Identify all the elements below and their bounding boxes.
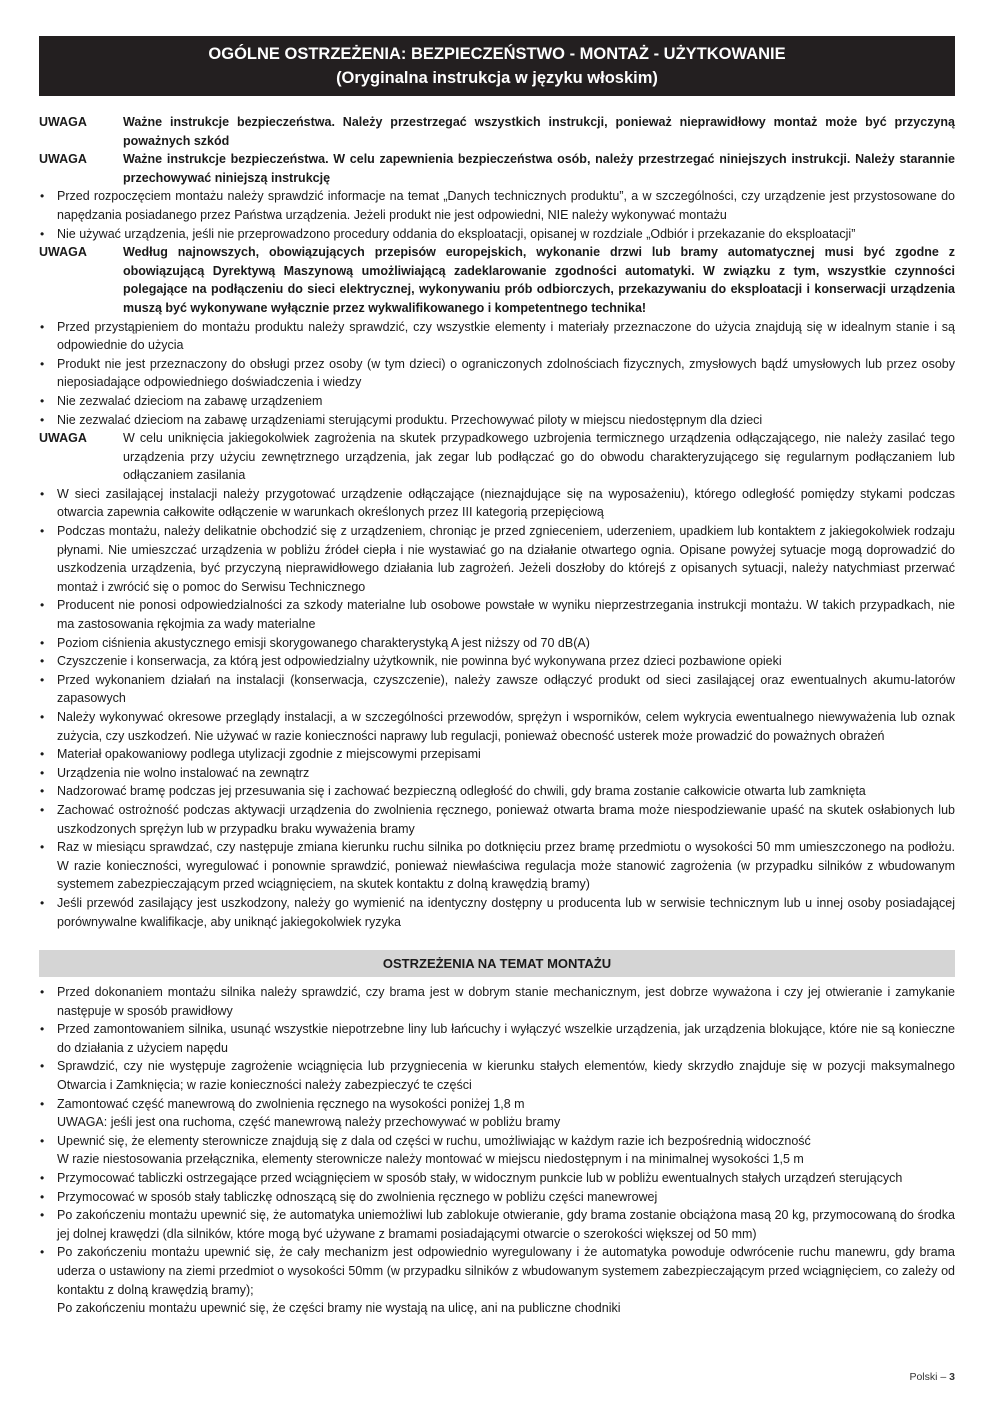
list-subitem [39, 1113, 955, 1132]
bullet-icon [39, 1150, 57, 1169]
list-item [39, 1132, 955, 1151]
bullet-icon: • [40, 840, 45, 855]
list-item [39, 1206, 955, 1243]
warning-text: Ważne instrukcje bezpieczeństwa. Należy przestrzegać wszystkich instrukcji, ponieważ nieprawidłowy montaż może być przyczyną poważnych szkód [123, 115, 955, 148]
list-item-text: W razie niestosowania przełącznika, elementy sterownicze należy montować w miejscu niedostępnym i na minimalnej wysokości 1,5 m [57, 1152, 804, 1167]
list-item-text: Nie używać urządzenia, jeśli nie przeprowadzono procedury oddania do eksploatacji, opisanej w rozdziale „Odbiór i przekazanie do eksploatacji” [57, 226, 856, 241]
list-item-text: Przed wykonaniem działań na instalacji (konserwacja, czyszczenie), należy zawsze odłączyć produkt od sieci zasilającej oraz ewentualnych akumu-latorów zapasowych [57, 672, 955, 706]
header-title: OGÓLNE OSTRZEŻENIA: BEZPIECZEŃSTWO - MONTAŻ - UŻYTKOWANIE [208, 45, 786, 63]
list-item [39, 708, 955, 745]
warning-item [39, 113, 955, 150]
bullet-icon: • [40, 1096, 45, 1111]
bullet-icon: • [40, 635, 45, 650]
list-item [39, 983, 955, 1020]
list-item [39, 1020, 955, 1057]
list-item-text: Materiał opakowaniowy podlega utylizacji zgodnie z miejscowymi przepisami [57, 747, 481, 762]
list-subitem [39, 1299, 955, 1318]
list-item-text: Raz w miesiącu sprawdzać, czy następuje zmiana kierunku ruchu silnika po dotknięciu przez bramę przedmiotu o wysokości 50 mm umieszczonego na podłożu. W razie konieczności, wyregulować i ponownie sprawdzić, ponieważ niewłaściwa regulacja może stanowić zagrożenia (w przypadku silników z wbudowanym systemem zabezpieczającym przed wciągnięciem, na skutek kontaktu z dolną krawędzią bramy) [57, 840, 955, 892]
list-item-text: Nadzorować bramę podczas jej przesuwania się i zachować bezpieczną odległość do chwili, gdy brama zostanie całkowicie otwarta lub zamknięta [57, 784, 866, 799]
bullet-icon: • [40, 524, 45, 539]
bullet-icon: • [40, 1059, 45, 1074]
list-item-text: Producent nie ponosi odpowiedzialności za szkody materialne lub osobowe powstałe w wyniku nieprzestrzegania instrukcji montażu. W takich przypadkach, nie ma zastosowania rękojmia za wady materialne [57, 598, 955, 632]
bullet-icon: • [40, 319, 45, 334]
list-item-text: UWAGA: jeśli jest ona ruchoma, część manewrową należy przechowywać w pobliżu bramy [57, 1115, 561, 1130]
list-item-text: Zamontować część manewrową do zwolnienia ręcznego na wysokości poniżej 1,8 m [57, 1096, 525, 1111]
list-item-text: Po zakończeniu montażu upewnić się, że automatyka uniemożliwi lub zablokuje otwieranie, gdy brama zostanie obciążona masą 20 kg, przymocowaną do środka jej dolnej krawędzi (dla silników, które mogą być używane z bramami posiadającymi otwarcie o szerokości większej od 50 mm) [57, 1208, 955, 1241]
list-item-text: Czyszczenie i konserwacja, za którą jest odpowiedzialny użytkownik, nie powinna być wykonywana przez dzieci pozbawione opieki [57, 654, 782, 669]
warning-text: W celu uniknięcia jakiegokolwiek zagrożenia na skutek przypadkowego uzbrojenia termicznego urządzenia odłączającego, nie należy zasilać tego urządzenia przy użyciu zewnętrznego urządzenia, jak zegar lub podłączać go do obwodu charakteryzującego się regularnym podłączaniem lub odłączaniem zasilania [123, 431, 955, 483]
bullet-icon: • [40, 1133, 45, 1148]
bullet-icon: • [40, 654, 45, 669]
bullet-icon: • [40, 747, 45, 762]
general-warnings-section [39, 113, 955, 931]
bullet-icon: • [40, 226, 45, 241]
list-item-text: Przed dokonaniem montażu silnika należy sprawdzić, czy brama jest w dobrym stanie mechanicznym, jest dobrze wyważona i czy jej otwieranie i zamykanie następuje w sposób prawidłowy [57, 985, 955, 1018]
list-item [39, 318, 955, 355]
warning-item [39, 243, 955, 317]
page-footer [909, 1371, 955, 1383]
list-item-text: Przed zamontowaniem silnika, usunąć wszystkie niepotrzebne liny lub łańcuchy i wyłączyć wszelkie urządzenia, jak urządzenia blokujące, które nie są konieczne do działania z użyciem napędu [57, 1022, 955, 1055]
list-item-text: Należy wykonywać okresowe przeglądy instalacji, a w szczególności przewodów, sprężyn i wsporników, celem wykrycia ewentualnego niewyważenia lub oznak zużycia, czy uszkodzeń. Nie używać w razie konieczności naprawy lub regulacji, ponieważ obecność usterek może prowadzić do poważnych obrażeń [57, 710, 955, 743]
list-item-text: Produkt nie jest przeznaczony do obsługi przez osoby (w tym dzieci) o ograniczonych zdolnościach fizycznych, zmysłowych bądź umysłowych lub przez osoby nieposiadające odpowiedniego doświadczenia i wiedzy [57, 356, 955, 390]
list-item [39, 1169, 955, 1188]
bullet-icon: • [40, 1208, 45, 1223]
list-item [39, 671, 955, 708]
list-item [39, 894, 955, 931]
page-number: 3 [949, 1371, 955, 1383]
installation-warnings-title: OSTRZEŻENIA NA TEMAT MONTAŻU [39, 950, 955, 977]
list-item [39, 225, 955, 244]
list-item [39, 392, 955, 411]
list-item-text: Poziom ciśnienia akustycznego emisji skorygowanego charakterystyką A jest niższy od 70 dB(A) [57, 635, 590, 650]
list-item-text: Po zakończeniu montażu upewnić się, że części bramy nie wystają na ulicę, ani na publiczne chodniki [57, 1301, 621, 1316]
list-item [39, 411, 955, 430]
list-item-text: Urządzenia nie wolno instalować na zewnątrz [57, 765, 310, 780]
list-item-text: Po zakończeniu montażu upewnić się, że cały mechanizm jest odpowiednio wyregulowany i że automatyka powoduje odwrócenie ruchu manewru, gdy brama uderza o ustawiony na ziemi przedmiot o wysokości 50mm (w przypadku silników z wbudowanym systemem zabezpieczającym przed wciągnięciem, co zależy od kontaktu z dolną krawędzią bramy); [57, 1245, 955, 1297]
list-item [39, 522, 955, 596]
bullet-icon: • [40, 765, 45, 780]
bullet-icon: • [40, 356, 45, 371]
bullet-icon [39, 1299, 57, 1318]
bullet-icon [39, 1113, 57, 1132]
bullet-icon: • [40, 784, 45, 799]
warning-text: Ważne instrukcje bezpieczeństwa. W celu zapewnienia bezpieczeństwa osób, należy przestrzegać niniejszych instrukcji. Należy starannie przechowywać niniejszą instrukcję [123, 152, 955, 185]
list-item [39, 596, 955, 633]
bullet-icon: • [40, 1245, 45, 1260]
list-item-text: Sprawdzić, czy nie występuje zagrożenie wciągnięcia lub przygniecenia w kierunku stałych elementów, kiedy skrzydło znajduje się w pozycji maksymalnego Otwarcia i Zamknięcia; w razie konieczności należy zabezpieczyć te części [57, 1059, 955, 1092]
bullet-icon: • [40, 412, 45, 427]
warning-text: Według najnowszych, obowiązujących przepisów europejskich, wykonanie drzwi lub bramy automatycznej musi być zgodne z obowiązującą Dyrektywą Maszynową umożliwiającą zadeklarowanie zgodności automatyki. W związku z tym, wszystkie czynności polegające na podłączeniu do sieci elektrycznej, wykonywaniu prób odbiorczych, przekazywaniu do eksploatacji i konserwacji urządzenia muszą być wykonywane wyłącznie przez wykwalifikowanego i kompetentnego technika! [123, 245, 955, 315]
bullet-icon: • [40, 393, 45, 408]
list-item-text: Nie zezwalać dzieciom na zabawę urządzeniem [57, 393, 323, 408]
list-item-text: Przed rozpoczęciem montażu należy sprawdzić informacje na temat „Danych technicznych produktu”, a w szczególności, czy urządzenie jest przystosowane do napędzania posiadanego przez Państwa urządzenia. Jeżeli produkt nie jest odpowiedni, NIE należy wykonywać montażu [57, 189, 955, 222]
list-item [39, 782, 955, 801]
bullet-icon: • [40, 710, 45, 724]
list-subitem [39, 1150, 955, 1169]
list-item-text: W sieci zasilającej instalacji należy przygotować urządzenie odłączające (nieznajdujące się na wyposażeniu), którego odległość pomiędzy stykami podczas otwarcia zapewnia całkowite odłączenie w warunkach określonych przez III kategorią przepięciową [57, 486, 955, 520]
list-item-text: Nie zezwalać dzieciom na zabawę urządzeniami sterującymi produktu. Przechowywać piloty w miejscu niedostępnym dla dzieci [57, 412, 763, 427]
bullet-icon: • [40, 1022, 45, 1037]
list-item [39, 485, 955, 522]
bullet-icon: • [40, 672, 45, 687]
warning-item [39, 150, 955, 187]
bullet-icon: • [40, 802, 45, 817]
list-item [39, 1243, 955, 1299]
list-item [39, 652, 955, 671]
list-item-text: Przymocować w sposób stały tabliczkę odnoszącą się do zwolnienia ręcznego w pobliżu części manewrowej [57, 1189, 658, 1204]
list-item [39, 355, 955, 392]
bullet-icon: • [40, 189, 45, 204]
bullet-icon: • [40, 895, 45, 910]
list-item-text: Zachować ostrożność podczas aktywacji urządzenia do zwolnienia ręcznego, ponieważ otwarta brama może niespodziewanie upaść na skutek osłabionych lub uszkodzonych sprężyn lub w przypadku braku wyważenia bramy [57, 802, 955, 836]
list-item [39, 1057, 955, 1094]
list-item [39, 801, 955, 838]
warning-label: UWAGA [39, 431, 87, 446]
list-item [39, 745, 955, 764]
list-item-text: Podczas montażu, należy delikatnie obchodzić się z urządzeniem, chroniąc je przed zgnieceniem, uderzeniem, upadkiem lub kontaktem z jakiegokolwiek rodzaju płynami. Nie umieszczać urządzenia w pobliżu źródeł ciepła i nie wystawiać go na działanie otwartego ognia. Opisane powyżej sytuacje mogą doprowadzić do uszkodzenia urządzenia, być przyczyną nieprawidłowego działania lub zagrożeń. Jeżeli doszłoby do którejś z opisanych sytuacji, należy natychmiast przerwać montaż i zwrócić się o pomoc do Serwisu Technicznego [57, 524, 955, 594]
list-item [39, 187, 955, 224]
list-item-text: Przymocować tabliczki ostrzegające przed wciągnięciem w sposób stały, w widocznym punkcie lub w pobliżu ewentualnych stałych urządzeń sterujących [57, 1170, 903, 1185]
footer-language: Polski – [909, 1371, 950, 1383]
list-item-text: Jeśli przewód zasilający jest uszkodzony, należy go wymienić na identyczny dostępny u producenta lub w serwisie technicznym lub u innej osoby posiadającej porównywalne kwalifikacje, aby uniknąć jakiegokolwiek ryzyka [57, 895, 955, 929]
header-subtitle: (Oryginalna instrukcja w języku włoskim) [336, 69, 658, 87]
bullet-icon: • [40, 985, 45, 999]
warning-label: UWAGA [39, 245, 87, 260]
warning-item [39, 429, 955, 485]
list-item-text: Upewnić się, że elementy sterownicze znajdują się z dala od części w ruchu, umożliwiając w każdym razie ich bezpośrednią widoczność [57, 1133, 811, 1148]
bullet-icon: • [40, 598, 45, 613]
list-item-text: Przed przystąpieniem do montażu produktu należy sprawdzić, czy wszystkie elementy i materiały przeznaczone do użycia znajdują się w idealnym stanie i są odpowiednie do użycia [57, 319, 955, 353]
installation-warnings-section [39, 983, 955, 1318]
bullet-icon: • [40, 486, 45, 501]
list-item [39, 1188, 955, 1207]
warning-label: UWAGA [39, 152, 87, 167]
list-item [39, 634, 955, 653]
warning-label: UWAGA [39, 115, 87, 129]
page-header [39, 36, 955, 96]
list-item [39, 1095, 955, 1114]
bullet-icon: • [40, 1170, 45, 1185]
list-item [39, 764, 955, 783]
list-item [39, 838, 955, 894]
bullet-icon: • [40, 1189, 45, 1204]
